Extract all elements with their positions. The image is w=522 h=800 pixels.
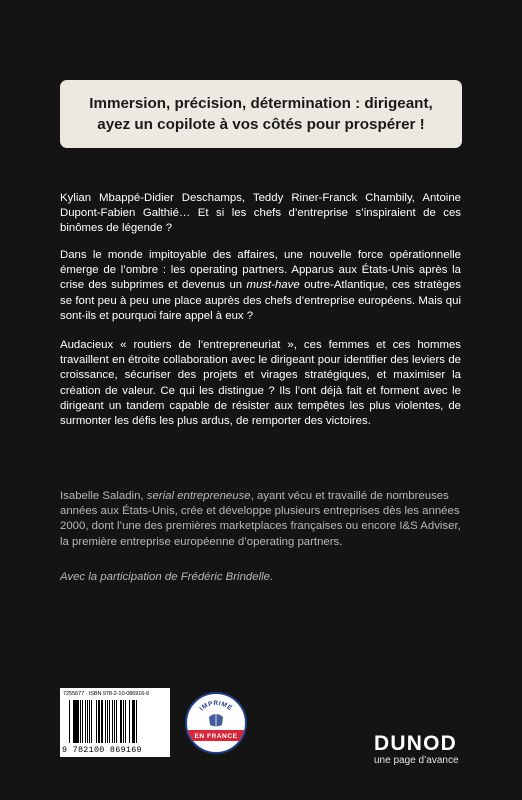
author-bio	[60, 489, 461, 550]
seal-top-text: IMPRIMÉ	[198, 700, 234, 713]
author-bio-text	[60, 489, 461, 550]
isbn-barcode	[60, 688, 170, 757]
context-text	[60, 248, 461, 324]
contributor-credit	[60, 570, 461, 585]
author-name: Isabelle Saladin,	[60, 490, 144, 502]
context-text-start: Dans le monde impitoyable des affaires, une nouvelle force opérationnelle émerge de l’ombre : les operating partners. Apparus aux États-Unis après la crise des subprimes et devenus un	[60, 249, 461, 292]
imprime-en-france-seal	[185, 692, 247, 754]
context-text-end: outre-Atlantique, ces stratèges se font peu à peu une place auprès des chefs d’entreprise européens. Mais qui sont-ils et pourquoi faire appel à eux ?	[60, 279, 461, 322]
barcode-number: 9 782100 869169	[62, 745, 142, 755]
intro-paragraph	[60, 191, 461, 237]
seal-graphic	[187, 694, 245, 752]
isbn-text: 7255677 · ISBN 978-2-10-086916-9	[63, 691, 150, 697]
barcode-bar	[137, 700, 138, 743]
intro-text: Kylian Mbappé-Didier Deschamps, Teddy Riner-Franck Chambily, Antoine Dupont-Fabien Galthié… Et si les chefs d’entreprise s’inspiraient de ces binômes de légende ?	[60, 192, 461, 235]
tagline-banner	[60, 80, 462, 148]
tagline-line-2: ayez un copilote à vos côtés pour prospérer !	[97, 116, 425, 133]
tagline-text	[89, 93, 432, 135]
publisher-tagline: une page d’avance	[374, 755, 459, 766]
contributor-credit-text: Avec la participation de Frédéric Brindelle.	[60, 571, 274, 583]
author-title: serial entrepreneuse	[146, 490, 251, 502]
publisher-logo	[374, 733, 464, 767]
publisher-name: DUNOD	[374, 732, 457, 755]
barcode-bars	[69, 700, 162, 743]
description-text: Audacieux « routiers de l’entrepreneuriat », ces femmes et ces hommes travaillent en étroite collaboration avec le dirigeant pour identifier des leviers de croissance, sécuriser des projets et virages stratégiques, et maximiser la création de valeur. Ce qui les distingue ? Ils l’ont déjà fait et forment avec le dirigeant un tandem capable de résister aux tempêtes les plus violentes, de surmonter les défis les plus ardus, de remporter des victoires.	[60, 339, 461, 428]
description-paragraph	[60, 338, 461, 429]
seal-bottom-text: EN FRANCE	[194, 733, 238, 741]
author-bio-rest: , ayant vécu et travaillé de nombreuses années aux États-Unis, crée et développe plusieurs entreprises dès les années 2000, dont l’une des premières marketplaces françaises ou encore I&S Adviser, la première entreprise européenne d’operating partners.	[60, 490, 461, 548]
context-text-italic: must-have	[246, 279, 300, 292]
context-paragraph	[60, 248, 461, 324]
tagline-line-1: Immersion, précision, détermination : dirigeant,	[89, 95, 433, 112]
